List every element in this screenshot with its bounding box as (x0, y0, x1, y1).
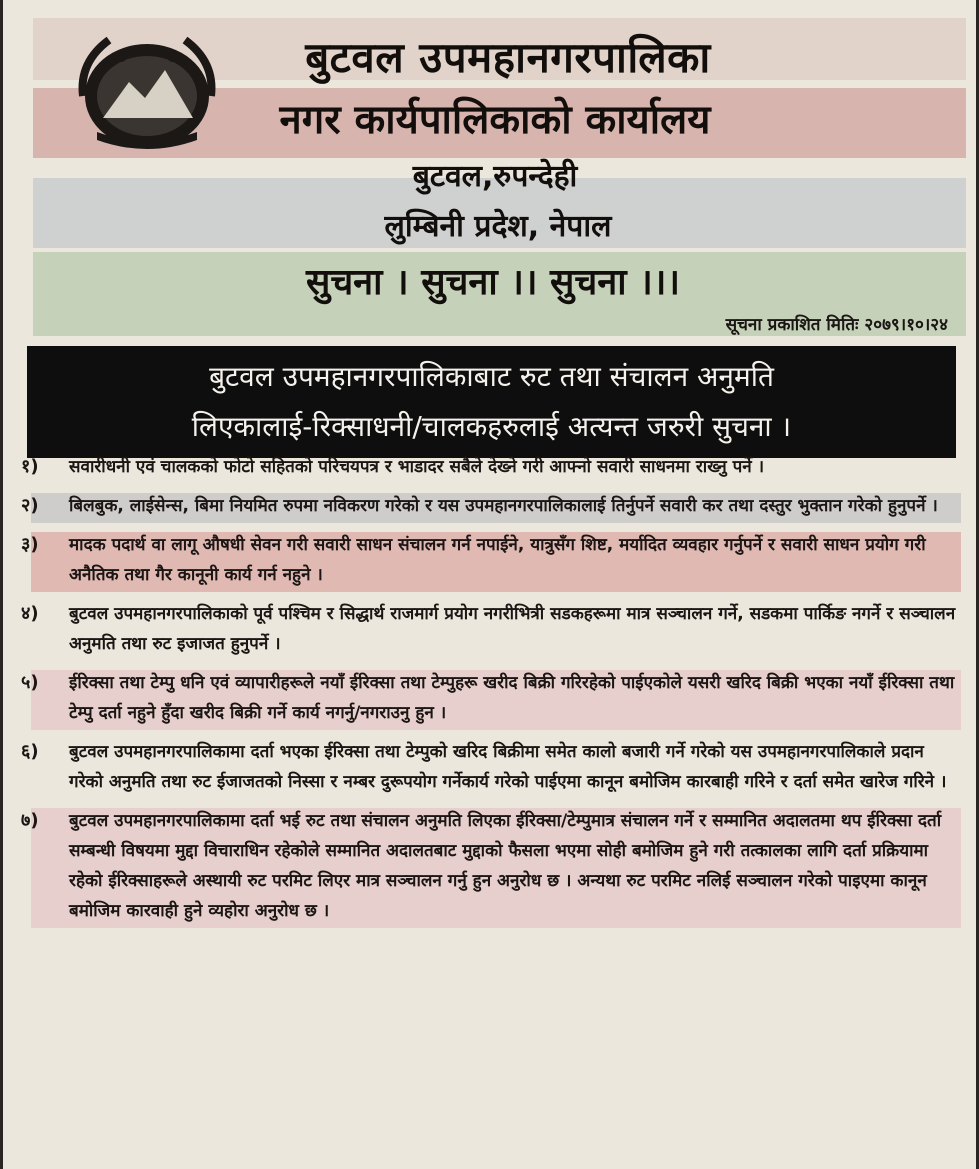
notice-item (21, 452, 961, 482)
item-number: २) (21, 495, 39, 516)
notice-item (21, 668, 961, 728)
notice-item (21, 491, 961, 521)
notice-banner (27, 346, 956, 458)
banner-line-1: बुटवल उपमहानगरपालिकाबाट रुट तथा संचालन अनुमति (209, 360, 774, 393)
item-number: ६) (21, 741, 39, 762)
location-province: लुम्बिनी प्रदेश, नेपाल (384, 209, 612, 244)
municipality-name: बुटवल उपमहानगरपालिका (305, 33, 711, 82)
notice-items (21, 452, 961, 935)
notice-item (21, 737, 961, 797)
item-number: ३) (21, 534, 39, 555)
notice-heading: सुचना । सुचना ।। सुचना ।।। (305, 262, 681, 303)
item-text: बुटवल उपमहानगरपालिकाको पूर्व पश्चिम र सिद्धार्थ राजमार्ग प्रयोग नगरीभित्री सडकहरूमा मात्र सञ्चालन गर्ने, सडकमा पार्किङ नगर्ने र सञ्चालन अनुमति तथा रुट इजाजत हुनुपर्ने । (69, 604, 956, 654)
banner-line-2: लिएकालाई-रिक्साधनी/चालकहरुलाई अत्यन्त जरुरी सुचना । (191, 410, 792, 443)
publication-date: सूचना प्रकाशित मितिः २०७९।१०।२४ (725, 315, 948, 335)
item-text: मादक पदार्थ वा लागू औषधी सेवन गरी सवारी साधन संचालन गर्न नपाईने, यात्रुसँग शिष्ट, मर्यादित व्यवहार गर्नुपर्ने र सवारी साधन प्रयोग गरी अनैतिक तथा गैर कानूनी कार्य गर्न नहुने । (69, 535, 926, 585)
office-name: नगर कार्यपालिकाको कार्यालय (279, 97, 711, 143)
notice-item (21, 530, 961, 590)
item-number: ५) (21, 672, 39, 693)
item-text: बुटवल उपमहानगरपालिकामा दर्ता भएका ईरिक्सा तथा टेम्पुको खरिद बिक्रीमा समेत कालो बजारी गर्ने गरेको यस उपमहानगरपालिकाले प्रदान गरेको अनुमति तथा रुट ईजाजतको निस्सा र नम्बर दुरूपयोग गर्नेकार्य गरेको पाईएमा कानून बमोजिम कारबाही गरिने र दर्ता समेत खारेज गरिने । (69, 742, 947, 792)
location-city: बुटवल,रुपन्देही (412, 159, 578, 194)
notice-item (21, 599, 961, 659)
item-text: बुटवल उपमहानगरपालिकामा दर्ता भई रुट तथा संचालन अनुमति लिएका ईरिक्सा/टेम्पुमात्र संचालन गर्ने र सम्मानित अदालतमा थप ईरिक्सा दर्ता सम्बन्धी विषयमा मुद्दा विचाराधिन रहेकोले सम्मानित अदालतबाट मुद्दाको फैसला भएमा सोही बमोजिम हुने गरी तत्कालका लागि दर्ता प्रक्रियामा रहेको ईरिक्साहरूले अस्थायी रुट परमिट लिएर मात्र सञ्चालन गर्नु हुन अनुरोध छ । अन्यथा रुट परमिट नलिई सञ्चालन गरेको पाइएमा कानून बमोजिम कारवाही हुने व्यहोरा अनुरोध छ । (69, 811, 942, 921)
item-number: ७) (21, 810, 39, 831)
item-text: ईरिक्सा तथा टेम्पु धनि एवं व्यापारीहरूले नयाँ ईरिक्सा तथा टेम्पुहरू खरीद बिक्री गरिरहेको पाईएकोले यसरी खरिद बिक्री भएका नयाँ ईरिक्सा तथा टेम्पु दर्ता नहुने हुँदा खरीद बिक्री गर्ने कार्य नगर्नु/नगराउनु हुन । (69, 673, 955, 723)
nepal-emblem-icon (69, 22, 225, 160)
notice-header (3, 0, 976, 342)
item-number: ४) (21, 603, 39, 624)
item-text: सवारीधनी एवं चालकको फोटो सहितको परिचयपत्र र भाडादर सबैले देख्ने गरी आफ्नो सवारी साधनमा राख्नु पर्ने । (69, 457, 765, 477)
item-number: १) (21, 456, 39, 477)
item-text: बिलबुक, लाईसेन्स, बिमा नियमित रुपमा नविकरण गरेको र यस उपमहानगरपालिकालाई तिर्नुपर्ने सवारी कर तथा दस्तुर भुक्तान गरेको हुनुपर्ने । (69, 496, 938, 516)
notice-item (21, 806, 961, 926)
